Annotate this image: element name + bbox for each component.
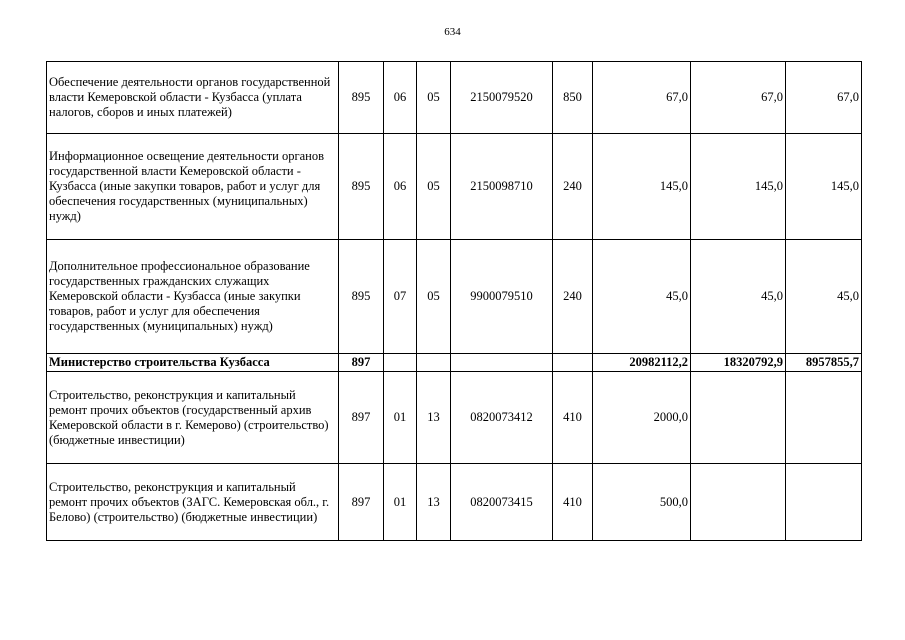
sum-year-3: 45,0	[786, 240, 862, 354]
sum-year-2: 18320792,9	[691, 354, 786, 372]
row-name: Министерство строительства Кузбасса	[47, 354, 339, 372]
sum-year-1: 67,0	[593, 62, 691, 134]
subsection-code: 13	[417, 464, 451, 541]
sum-year-3: 67,0	[786, 62, 862, 134]
target-article-code: 2150098710	[451, 134, 553, 240]
target-article-code: 9900079510	[451, 240, 553, 354]
ministry-code: 897	[339, 354, 384, 372]
row-name: Обеспечение деятельности органов государственной власти Кемеровской области - Кузбасса (уплата налогов, сборов и иных платежей)	[47, 62, 339, 134]
expense-type-code: 240	[553, 240, 593, 354]
sum-year-3	[786, 372, 862, 464]
target-article-code: 0820073415	[451, 464, 553, 541]
sum-year-3: 8957855,7	[786, 354, 862, 372]
subsection-code: 05	[417, 240, 451, 354]
target-article-code: 2150079520	[451, 62, 553, 134]
sum-year-2: 145,0	[691, 134, 786, 240]
ministry-code: 897	[339, 372, 384, 464]
subsection-code	[417, 354, 451, 372]
section-code: 06	[384, 62, 417, 134]
row-name: Дополнительное профессиональное образование государственных гражданских служащих Кемеровской области - Кузбасса (иные закупки товаров, работ и услуг для обеспечения государственных (муниципальных) нужд)	[47, 240, 339, 354]
expense-type-code	[553, 354, 593, 372]
subsection-code: 13	[417, 372, 451, 464]
sum-year-1: 500,0	[593, 464, 691, 541]
target-article-code: 0820073412	[451, 372, 553, 464]
row-name: Строительство, реконструкция и капитальный ремонт прочих объектов (ЗАГС. Кемеровская обл., г. Белово) (строительство) (бюджетные инвестиции)	[47, 464, 339, 541]
sum-year-3: 145,0	[786, 134, 862, 240]
subsection-code: 05	[417, 134, 451, 240]
sum-year-2	[691, 464, 786, 541]
section-code	[384, 354, 417, 372]
expense-type-code: 410	[553, 372, 593, 464]
section-code: 01	[384, 372, 417, 464]
table-row	[47, 372, 862, 464]
table-row	[47, 134, 862, 240]
ministry-code: 895	[339, 62, 384, 134]
ministry-code: 895	[339, 240, 384, 354]
section-code: 07	[384, 240, 417, 354]
table-row	[47, 464, 862, 541]
ministry-code: 897	[339, 464, 384, 541]
sum-year-3	[786, 464, 862, 541]
expense-type-code: 240	[553, 134, 593, 240]
target-article-code	[451, 354, 553, 372]
row-name: Информационное освещение деятельности органов государственной власти Кемеровской области - Кузбасса (иные закупки товаров, работ и услуг для обеспечения государственных (муниципальных) нужд)	[47, 134, 339, 240]
sum-year-1: 145,0	[593, 134, 691, 240]
page-number: 634	[444, 26, 461, 38]
section-code: 01	[384, 464, 417, 541]
sum-year-2: 45,0	[691, 240, 786, 354]
sum-year-1: 20982112,2	[593, 354, 691, 372]
sum-year-2	[691, 372, 786, 464]
row-name: Строительство, реконструкция и капитальный ремонт прочих объектов (государственный архив Кемеровской области в г. Кемерово) (строительство) (бюджетные инвестиции)	[47, 372, 339, 464]
table-row	[47, 62, 862, 134]
ministry-code: 895	[339, 134, 384, 240]
section-code: 06	[384, 134, 417, 240]
table-row-ministry-total	[47, 354, 862, 372]
sum-year-1: 45,0	[593, 240, 691, 354]
budget-table	[46, 61, 862, 541]
sum-year-1: 2000,0	[593, 372, 691, 464]
sum-year-2: 67,0	[691, 62, 786, 134]
table-row	[47, 240, 862, 354]
subsection-code: 05	[417, 62, 451, 134]
expense-type-code: 410	[553, 464, 593, 541]
expense-type-code: 850	[553, 62, 593, 134]
